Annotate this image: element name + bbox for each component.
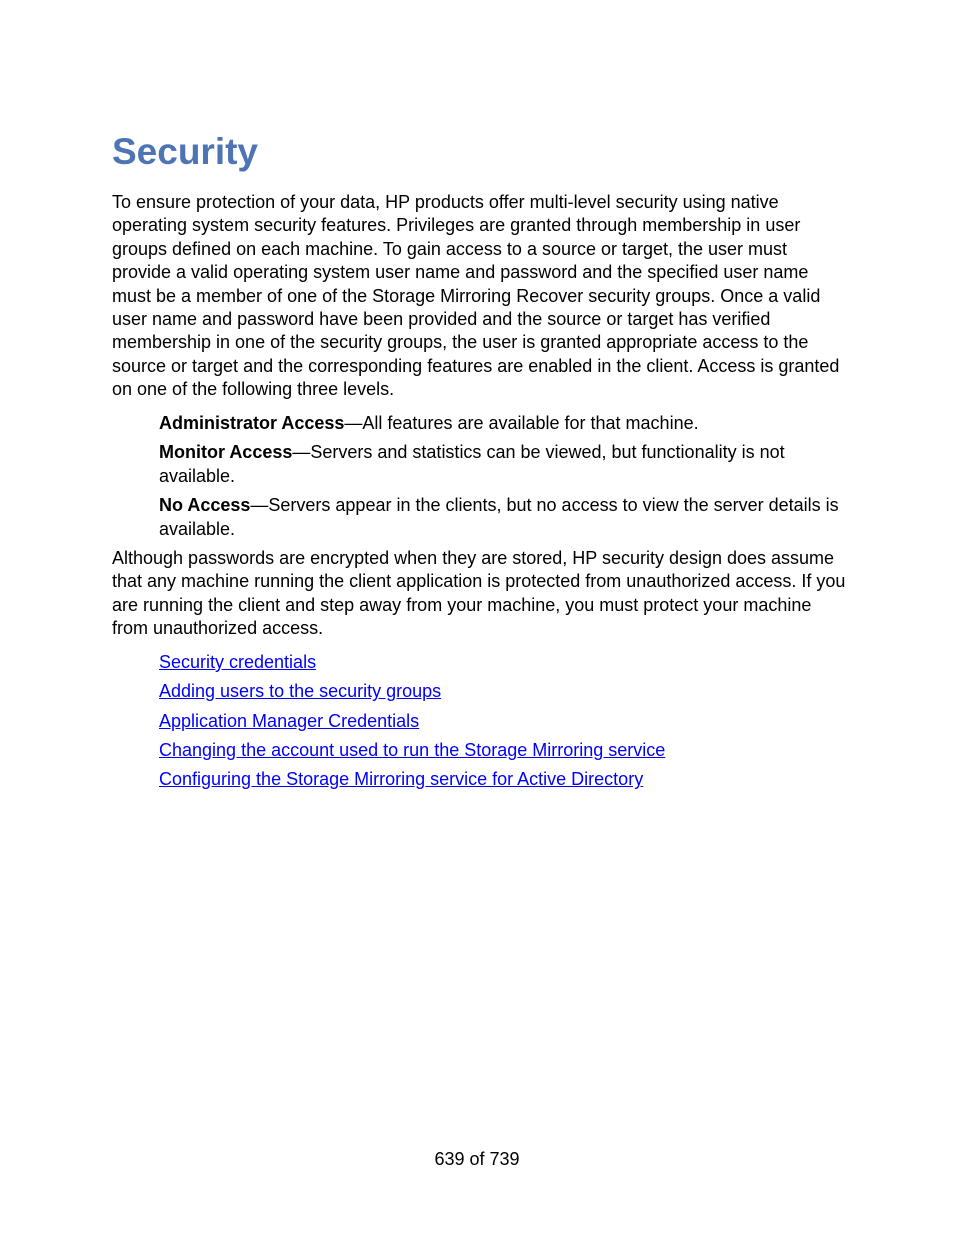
- access-level-administrator: [159, 412, 839, 435]
- related-link-item: [159, 651, 665, 680]
- access-level-description: —Servers and statistics can be viewed, but functionality is not available.: [159, 442, 785, 486]
- access-level-none: [159, 494, 839, 541]
- related-link-item: [159, 739, 665, 768]
- link-security-credentials[interactable]: Security credentials: [159, 652, 317, 672]
- related-link-item: [159, 768, 665, 797]
- link-application-manager-credentials[interactable]: Application Manager Credentials: [159, 710, 420, 731]
- access-level-description: —All features are available for that machine.: [344, 413, 699, 433]
- closing-paragraph: Although passwords are encrypted when they are stored, HP security design does assume that any machine running the client application is protected from unauthorized access. If you are running the client and step away from your machine, you must protect your machine from unauthorized access.: [112, 548, 846, 639]
- access-levels-list: [159, 412, 839, 547]
- intro-paragraph: To ensure protection of your data, HP products offer multi-level security using native operating system security features. Privileges are granted through membership in user groups defined on each machine. To gain access to a source or target, the user must provide a valid operating system user name and password and the specified user name must be a member of one of the Storage Mirroring Recover security groups. Once a valid user name and password have been provided and the source or target has verified membership in one of the security groups, the user is granted appropriate access to the source or target and the corresponding features are enabled in the client. Access is granted on one of the following three levels.: [112, 192, 840, 400]
- link-configuring-service-active-directory[interactable]: Configuring the Storage Mirroring service for Active Directory: [159, 769, 644, 790]
- access-level-term: Administrator Access: [159, 413, 345, 433]
- access-level-description: —Servers appear in the clients, but no access to view the server details is available.: [159, 495, 839, 539]
- related-link-item: [159, 680, 665, 709]
- access-level-monitor: [159, 441, 839, 488]
- page-title: Security: [112, 131, 259, 172]
- related-link-item: [159, 710, 665, 739]
- access-level-term: No Access: [159, 495, 251, 516]
- link-adding-users-to-security-groups[interactable]: Adding users to the security groups: [159, 681, 442, 702]
- link-changing-service-account[interactable]: Changing the account used to run the Storage Mirroring service: [159, 739, 666, 760]
- access-level-term: Monitor Access: [159, 442, 293, 463]
- related-links-list: [159, 651, 665, 797]
- page-number: 639 of 739: [434, 1149, 520, 1169]
